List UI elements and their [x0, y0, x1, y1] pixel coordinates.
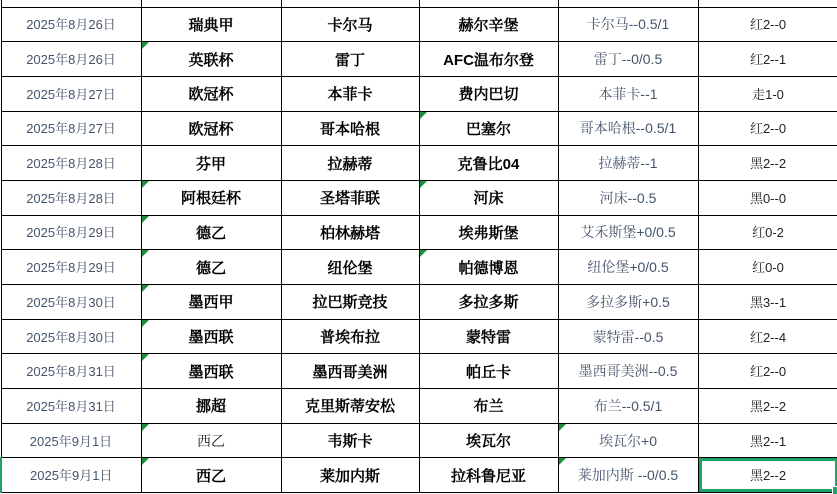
cell-handicap[interactable]	[558, 423, 698, 458]
cell-date[interactable]	[1, 423, 141, 458]
error-indicator-icon	[559, 458, 566, 465]
handicap-text: 本菲卡--1	[598, 85, 658, 102]
cell-date[interactable]	[1, 146, 141, 181]
cell-date[interactable]	[1, 215, 141, 250]
home-text: 韦斯卡	[327, 433, 373, 451]
away-text: 布兰	[473, 398, 504, 416]
cell-date[interactable]	[1, 389, 141, 424]
cell-result[interactable]	[698, 180, 837, 215]
result-text: 黑2--2	[749, 468, 787, 484]
cell-date[interactable]	[1, 319, 141, 354]
cell-handicap[interactable]	[558, 354, 698, 389]
error-indicator-icon	[142, 181, 149, 188]
league-text: 欧冠杯	[188, 120, 234, 138]
cell-handicap[interactable]	[558, 42, 698, 77]
table-row	[1, 42, 837, 77]
table-row	[1, 180, 837, 215]
league-text: 阿根廷杯	[180, 190, 241, 208]
result-text: 红2--0	[749, 364, 787, 380]
cell-result[interactable]	[698, 250, 837, 285]
cell-handicap[interactable]	[558, 146, 698, 181]
away-text: 巴塞尔	[465, 120, 511, 138]
result-text: 红0-0	[752, 260, 784, 276]
result-text: 黑2--1	[749, 433, 787, 449]
cell-league[interactable]	[141, 319, 281, 354]
result-text: 黑3--1	[749, 294, 787, 310]
cell-away[interactable]	[419, 215, 558, 250]
date-text: 2025年9月1日	[30, 468, 113, 484]
error-indicator-icon	[142, 285, 149, 292]
cell-league[interactable]	[141, 7, 281, 42]
handicap-text: 埃瓦尔+0	[599, 432, 657, 449]
cell-handicap[interactable]	[558, 180, 698, 215]
result-text: 红2--1	[749, 52, 787, 68]
result-text: 黑0--0	[749, 190, 787, 206]
cell-handicap[interactable]	[558, 458, 698, 493]
cell-away[interactable]	[419, 354, 558, 389]
cell-away[interactable]	[419, 423, 558, 458]
home-text: 莱加内斯	[319, 467, 380, 485]
cell-home[interactable]	[281, 319, 419, 354]
cell-league[interactable]	[141, 423, 281, 458]
date-text: 2025年8月31日	[26, 364, 116, 380]
active-cell[interactable]	[698, 458, 837, 493]
table-row	[1, 215, 837, 250]
date-text: 2025年8月28日	[26, 156, 116, 172]
home-text: 纽伦堡	[327, 259, 373, 277]
date-text: 2025年8月28日	[26, 190, 116, 206]
league-text: 瑞典甲	[188, 16, 234, 34]
cell-league[interactable]	[141, 250, 281, 285]
cell-result[interactable]	[698, 215, 837, 250]
cell-home[interactable]	[281, 285, 419, 320]
cell-date[interactable]	[1, 111, 141, 146]
cell-league[interactable]	[141, 180, 281, 215]
cell-away[interactable]	[419, 458, 558, 493]
table-row	[1, 423, 837, 458]
away-text: 拉科鲁尼亚	[450, 467, 526, 485]
date-text: 2025年8月30日	[26, 294, 116, 310]
away-text: AFC温布尔登	[443, 51, 534, 69]
table-row	[1, 76, 837, 111]
date-text: 2025年8月31日	[26, 398, 116, 414]
clipped-cell[interactable]	[558, 0, 698, 7]
league-text: 挪超	[195, 398, 226, 416]
handicap-text: 莱加内斯 --0/0.5	[577, 467, 679, 484]
date-text: 2025年8月26日	[26, 17, 116, 33]
table-row	[1, 146, 837, 181]
date-text: 2025年8月27日	[26, 86, 116, 102]
home-text: 普埃布拉	[319, 329, 380, 347]
cell-result[interactable]	[698, 146, 837, 181]
handicap-text: 蒙特雷--0.5	[592, 328, 664, 345]
date-text: 2025年8月27日	[26, 121, 116, 137]
away-text: 蒙特雷	[465, 329, 511, 347]
away-text: 埃瓦尔	[465, 433, 511, 451]
error-indicator-icon	[142, 424, 149, 431]
cell-home[interactable]	[281, 423, 419, 458]
handicap-text: 布兰--0.5/1	[593, 397, 663, 414]
cell-home[interactable]	[281, 76, 419, 111]
away-text: 赫尔辛堡	[458, 16, 519, 34]
handicap-text: 拉赫蒂--1	[598, 155, 658, 172]
error-indicator-icon	[420, 250, 427, 257]
cell-away[interactable]	[419, 7, 558, 42]
home-text: 柏林赫塔	[319, 224, 380, 242]
cell-handicap[interactable]	[558, 285, 698, 320]
cell-handicap[interactable]	[558, 389, 698, 424]
cell-away[interactable]	[419, 389, 558, 424]
error-indicator-icon	[420, 181, 427, 188]
cell-result[interactable]	[698, 111, 837, 146]
result-text: 黑2--2	[749, 398, 787, 414]
result-text: 黑2--2	[749, 156, 787, 172]
cell-league[interactable]	[141, 285, 281, 320]
cell-date[interactable]	[1, 354, 141, 389]
result-text: 红0-2	[752, 225, 784, 241]
result-text: 红2--4	[749, 329, 787, 345]
cell-handicap[interactable]	[558, 76, 698, 111]
cell-result[interactable]	[698, 7, 837, 42]
away-text: 多拉多斯	[458, 294, 519, 312]
clipped-cell[interactable]	[419, 0, 558, 7]
cell-league[interactable]	[141, 76, 281, 111]
cell-home[interactable]	[281, 354, 419, 389]
cell-home[interactable]	[281, 389, 419, 424]
cell-league[interactable]	[141, 146, 281, 181]
home-text: 拉赫蒂	[327, 155, 373, 173]
handicap-text: 卡尔马--0.5/1	[586, 16, 670, 33]
clipped-cell[interactable]	[1, 0, 141, 7]
cell-handicap[interactable]	[558, 111, 698, 146]
table-body	[1, 0, 837, 493]
home-text: 拉巴斯竞技	[312, 294, 388, 312]
away-text: 埃弗斯堡	[458, 224, 519, 242]
handicap-text: 多拉多斯+0.5	[586, 293, 670, 310]
cell-league[interactable]	[141, 42, 281, 77]
league-text: 德乙	[195, 224, 226, 242]
home-text: 本菲卡	[327, 86, 373, 104]
away-text: 费内巴切	[458, 86, 519, 104]
table-row	[1, 250, 837, 285]
cell-result[interactable]	[698, 423, 837, 458]
date-text: 2025年8月29日	[26, 225, 116, 241]
cell-result[interactable]	[698, 285, 837, 320]
handicap-text: 纽伦堡+0/0.5	[587, 259, 669, 276]
cell-away[interactable]	[419, 180, 558, 215]
table-row	[1, 285, 837, 320]
table-row	[1, 319, 837, 354]
error-indicator-icon	[142, 458, 149, 465]
cell-result[interactable]	[698, 319, 837, 354]
cell-home[interactable]	[281, 146, 419, 181]
cell-away[interactable]	[419, 250, 558, 285]
home-text: 墨西哥美洲	[312, 363, 388, 381]
home-text: 圣塔菲联	[319, 190, 380, 208]
league-text: 墨西联	[188, 329, 234, 347]
cell-result[interactable]	[698, 42, 837, 77]
cell-home[interactable]	[281, 111, 419, 146]
away-text: 帕德博恩	[458, 259, 519, 277]
cell-date[interactable]	[1, 76, 141, 111]
cell-away[interactable]	[419, 285, 558, 320]
date-text: 2025年9月1日	[29, 433, 113, 449]
home-text: 克里斯蒂安松	[304, 398, 395, 416]
error-indicator-icon	[142, 42, 149, 49]
handicap-text: 艾禾斯堡+0/0.5	[580, 224, 676, 241]
error-indicator-icon	[142, 250, 149, 257]
table-row	[1, 7, 837, 42]
result-text: 走1-0	[752, 86, 784, 102]
cell-home[interactable]	[281, 215, 419, 250]
league-text: 英联杯	[188, 51, 234, 69]
cell-result[interactable]	[698, 389, 837, 424]
home-text: 卡尔马	[327, 16, 373, 34]
league-text: 芬甲	[195, 155, 226, 173]
clipped-cell[interactable]	[281, 0, 419, 7]
clipped-cell[interactable]	[141, 0, 281, 7]
error-indicator-icon	[420, 112, 427, 119]
cell-away[interactable]	[419, 111, 558, 146]
cell-league[interactable]	[141, 389, 281, 424]
table-row	[1, 111, 837, 146]
cell-away[interactable]	[419, 76, 558, 111]
league-text: 西乙	[195, 467, 226, 485]
error-indicator-icon	[559, 424, 566, 431]
cell-home[interactable]	[281, 250, 419, 285]
date-text: 2025年8月29日	[26, 260, 116, 276]
home-text: 哥本哈根	[319, 120, 380, 138]
cell-result[interactable]	[698, 76, 837, 111]
error-indicator-icon	[142, 354, 149, 361]
table-row	[1, 458, 837, 493]
date-text: 2025年8月30日	[26, 329, 116, 345]
result-text: 红2--0	[749, 17, 787, 33]
cell-home[interactable]	[281, 180, 419, 215]
handicap-text: 河床--0.5	[599, 189, 657, 206]
table-row	[1, 354, 837, 389]
cell-date[interactable]	[1, 250, 141, 285]
cell-away[interactable]	[419, 319, 558, 354]
league-text: 墨西甲	[188, 294, 234, 312]
error-indicator-icon	[142, 320, 149, 327]
home-text: 雷丁	[334, 51, 365, 69]
clipped-row	[1, 0, 837, 7]
result-text: 红2--0	[749, 121, 787, 137]
table-row	[1, 389, 837, 424]
away-text: 河床	[473, 190, 504, 208]
cell-handicap[interactable]	[558, 215, 698, 250]
date-text: 2025年8月26日	[26, 52, 116, 68]
cell-home[interactable]	[281, 458, 419, 493]
handicap-text: 雷丁--0/0.5	[593, 51, 663, 68]
cell-result[interactable]	[698, 354, 837, 389]
error-indicator-icon	[142, 216, 149, 223]
cell-league[interactable]	[141, 354, 281, 389]
cell-date[interactable]	[1, 458, 141, 493]
cell-handicap[interactable]	[558, 319, 698, 354]
cell-date[interactable]	[1, 42, 141, 77]
cell-home[interactable]	[281, 42, 419, 77]
handicap-text: 哥本哈根--0.5/1	[579, 120, 677, 137]
cell-handicap[interactable]	[558, 250, 698, 285]
cell-league[interactable]	[141, 111, 281, 146]
cell-date[interactable]	[1, 7, 141, 42]
league-text: 德乙	[195, 259, 226, 277]
fill-handle[interactable]	[832, 486, 837, 494]
cell-home[interactable]	[281, 7, 419, 42]
cell-league[interactable]	[141, 458, 281, 493]
league-text: 欧冠杯	[188, 86, 234, 104]
away-text: 克鲁比04	[457, 155, 520, 173]
cell-date[interactable]	[1, 285, 141, 320]
cell-handicap[interactable]	[558, 7, 698, 42]
cell-date[interactable]	[1, 180, 141, 215]
league-text: 墨西联	[188, 363, 234, 381]
clipped-cell[interactable]	[698, 0, 837, 7]
cell-away[interactable]	[419, 42, 558, 77]
cell-league[interactable]	[141, 215, 281, 250]
away-text: 帕丘卡	[465, 363, 511, 381]
handicap-text: 墨西哥美洲--0.5	[578, 363, 678, 380]
cell-away[interactable]	[419, 146, 558, 181]
league-text: 西乙	[197, 432, 225, 449]
